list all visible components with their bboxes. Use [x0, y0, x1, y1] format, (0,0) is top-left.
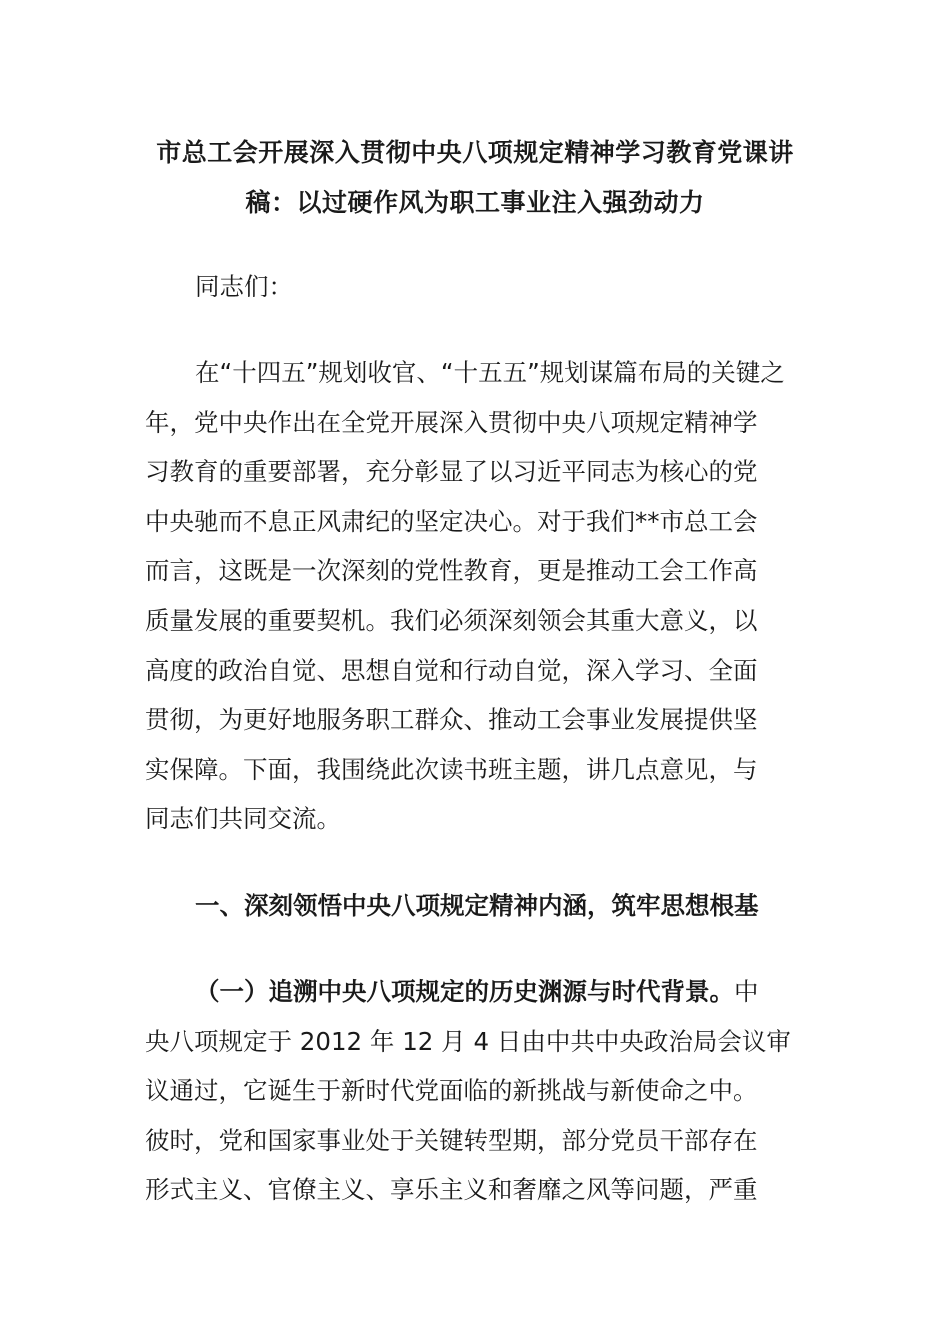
- intro-line: 习教育的重要部署，充分彰显了以习近平同志为核心的党: [145, 457, 758, 487]
- salutation-block: [145, 262, 805, 312]
- intro-line: 贯彻，为更好地服务职工群众、推动工会事业发展提供坚: [145, 705, 758, 735]
- intro-paragraph: [145, 348, 805, 844]
- intro-line: 而言，这既是一次深刻的党性教育，更是推动工会工作高: [145, 556, 758, 586]
- intro-line: 年，党中央作出在全党开展深入贯彻中央八项规定精神学: [145, 407, 758, 437]
- intro-line: 中央驰而不息正风肃纪的坚定决心。对于我们**市总工会: [145, 506, 758, 536]
- title-line-2: 稿：以过硬作风为职工事业注入强劲动力: [245, 188, 705, 217]
- document-title: [140, 128, 810, 228]
- subsection-heading: （一）追溯中央八项规定的历史渊源与时代背景。: [195, 977, 734, 1006]
- salutation: 同志们：: [195, 272, 293, 301]
- subsection-line: 形式主义、官僚主义、享乐主义和奢靡之风等问题，严重: [145, 1175, 758, 1205]
- section-heading: 一、深刻领悟中央八项规定精神内涵，筑牢思想根基: [195, 891, 759, 920]
- intro-line: 在“十四五”规划收官、“十五五”规划谋篇布局的关键之: [195, 358, 785, 387]
- subsection-first-line: [145, 967, 805, 1017]
- intro-line: 实保障。下面，我围绕此次读书班主题，讲几点意见，与: [145, 754, 758, 784]
- intro-line: 同志们共同交流。: [145, 804, 341, 834]
- title-line-1: 市总工会开展深入贯彻中央八项规定精神学习教育党课讲: [156, 138, 794, 167]
- subsection-line: 议通过，它诞生于新时代党面临的新挑战与新使命之中。: [145, 1076, 758, 1106]
- intro-line: 质量发展的重要契机。我们必须深刻领会其重大意义，以: [145, 605, 758, 635]
- subsection-line: 央八项规定于 2012 年 12 月 4 日由中共中央政治局会议审: [145, 1026, 791, 1056]
- subsection-line: 彼时，党和国家事业处于关键转型期，部分党员干部存在: [145, 1125, 758, 1155]
- subsection-lead-text: 中: [734, 977, 759, 1006]
- subsection-paragraph: [145, 967, 805, 1215]
- intro-line: 高度的政治自觉、思想自觉和行动自觉，深入学习、全面: [145, 655, 758, 685]
